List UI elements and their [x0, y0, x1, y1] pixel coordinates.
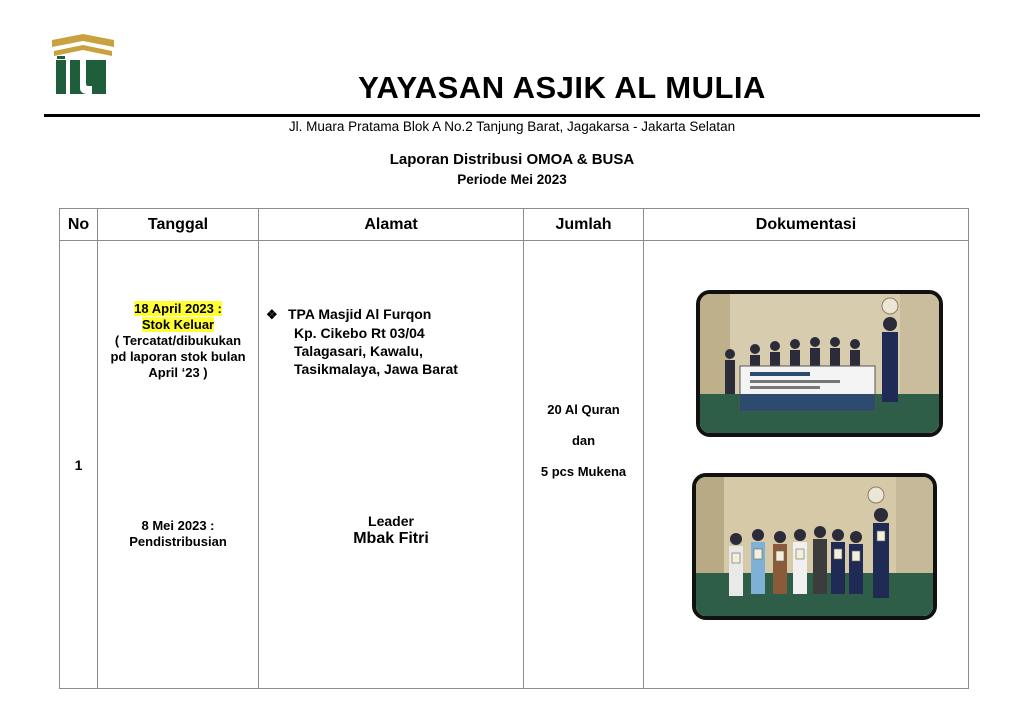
quantity-and: dan: [571, 433, 596, 448]
distribution-label: Pendistribusian: [129, 534, 227, 549]
column-header-address: Alamat: [259, 209, 524, 241]
distribution-date: 8 Mei 2023 :: [141, 518, 215, 533]
address-line: TPA Masjid Al Furqon: [288, 306, 432, 322]
recipient-address: [266, 305, 458, 378]
report-period: Periode Mei 2023: [457, 172, 567, 187]
address-line: Talagasari, Kawalu,: [294, 343, 423, 359]
distribution-block: [98, 518, 258, 550]
quantity-mukena: 5 pcs Mukena: [540, 464, 627, 479]
table-header-row: [60, 209, 969, 241]
header-divider: [44, 114, 980, 117]
stock-out-block: [98, 301, 258, 381]
distribution-table: [59, 208, 969, 689]
leader-name: Mbak Fitri: [353, 530, 429, 547]
table-row: [60, 241, 969, 689]
address-line: Tasikmalaya, Jawa Barat: [294, 361, 458, 377]
column-header-no: No: [60, 209, 98, 241]
cell-date: [98, 241, 259, 689]
stock-out-date: 18 April 2023 :: [134, 301, 222, 316]
address-line: Kp. Cikebo Rt 03/04: [294, 325, 425, 341]
organization-name: YAYASAN ASJIK AL MULIA: [358, 70, 766, 105]
report-title: Laporan Distribusi OMOA & BUSA: [389, 151, 635, 168]
column-header-documentation: Dokumentasi: [644, 209, 969, 241]
row-number: 1: [74, 457, 83, 473]
stock-note-line: pd laporan stok bulan: [110, 349, 246, 364]
cell-quantity: [524, 241, 644, 689]
stock-out-label: Stok Keluar: [141, 317, 215, 332]
diamond-bullet-icon: ❖: [266, 307, 278, 322]
stock-note-line: April ‘23 ): [148, 365, 208, 380]
documentation-photo-group: [692, 473, 937, 620]
column-header-quantity: Jumlah: [524, 209, 644, 241]
column-header-date: Tanggal: [98, 209, 259, 241]
cell-address: [259, 241, 524, 689]
organization-address: Jl. Muara Pratama Blok A No.2 Tanjung Barat, Jagakarsa - Jakarta Selatan: [288, 119, 736, 134]
cell-documentation: [644, 241, 969, 689]
leader-label: Leader: [368, 513, 414, 529]
stock-note-line: ( Tercatat/dibukukan: [114, 333, 242, 348]
cell-no: [60, 241, 98, 689]
quantity-quran: 20 Al Quran: [547, 402, 620, 417]
documentation-photo-banner: [696, 290, 943, 437]
